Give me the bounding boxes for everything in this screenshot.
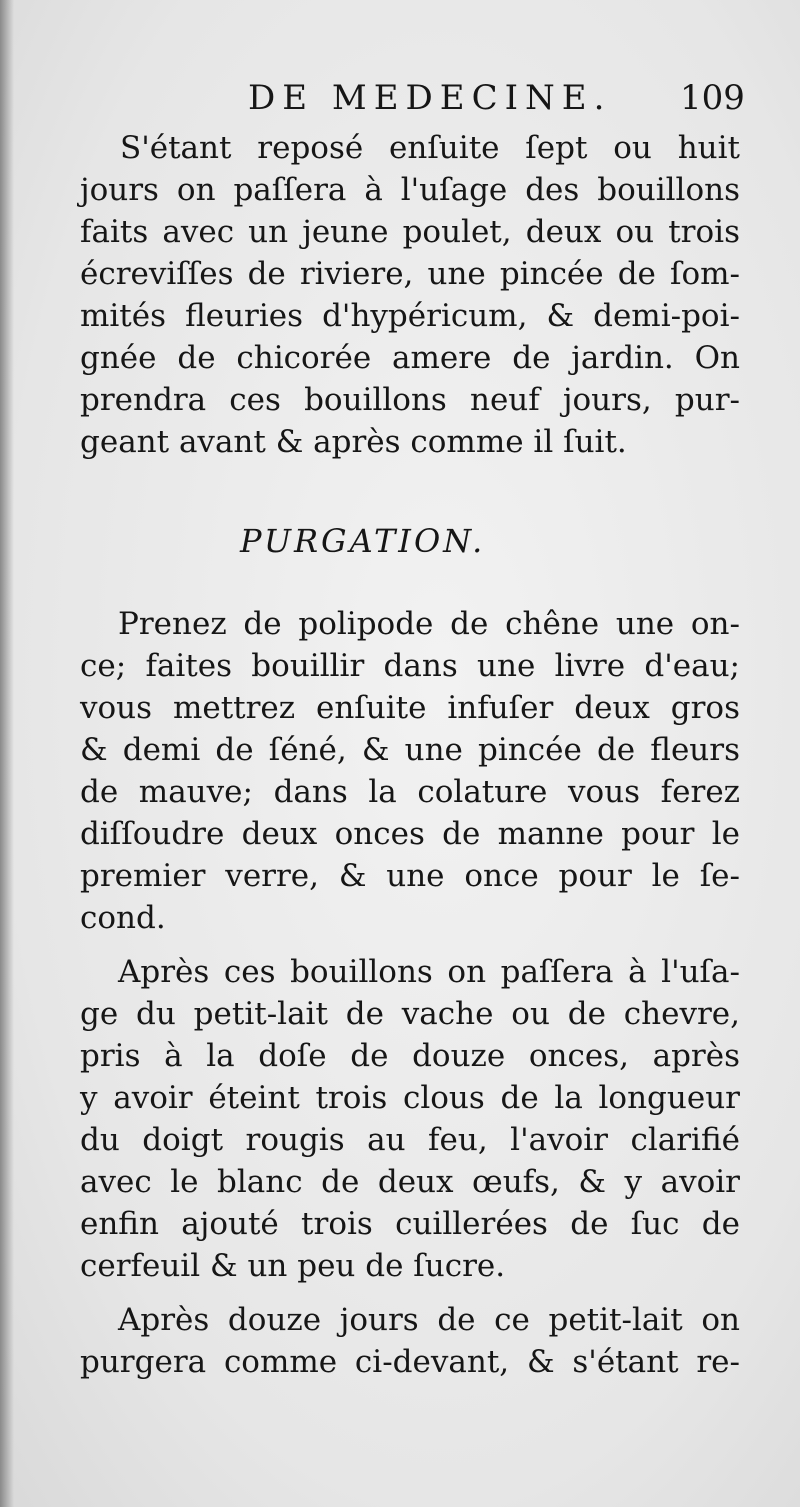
- text-line: S'étant reposé enſuite ſept ou huit: [120, 130, 740, 166]
- text-line: mités fleuries d'hypéricum, & demi-poi-: [80, 298, 740, 334]
- gutter-shadow: [0, 0, 14, 1507]
- page-number: 109: [680, 78, 745, 118]
- text-line: cond.: [80, 900, 166, 936]
- section-heading: PURGATION.: [240, 522, 486, 560]
- text-line: geant avant & après comme il ſuit.: [80, 424, 627, 460]
- text-line: Prenez de polipode de chêne une on-: [118, 606, 740, 642]
- text-line: du doigt rougis au feu, l'avoir clarifié: [80, 1122, 740, 1158]
- text-line: faits avec un jeune poulet, deux ou trois: [80, 214, 740, 250]
- text-line: & demi de ſéné, & une pincée de fleurs: [80, 732, 740, 768]
- text-line: prendra ces bouillons neuf jours, pur-: [80, 382, 740, 418]
- text-line: diſſoudre deux onces de manne pour le: [80, 816, 740, 852]
- text-line: vous mettrez enſuite infuſer deux gros: [80, 690, 740, 726]
- text-line: Après ces bouillons on paſſera à l'uſa-: [118, 954, 740, 990]
- text-line: pris à la doſe de douze onces, après: [80, 1038, 740, 1074]
- text-line: Après douze jours de ce petit-lait on: [118, 1302, 740, 1338]
- text-line: ge du petit-lait de vache ou de chevre,: [80, 996, 740, 1032]
- text-line: purgera comme ci-devant, & s'étant re-: [80, 1344, 740, 1380]
- running-title: DE MEDECINE.: [248, 78, 612, 118]
- text-line: jours on paſſera à l'uſage des bouillons: [80, 172, 740, 208]
- text-line: ce; faites bouillir dans une livre d'eau;: [80, 648, 740, 684]
- text-line: y avoir éteint trois clous de la longueur: [80, 1080, 740, 1116]
- text-line: écreviſſes de riviere, une pincée de ſom-: [80, 256, 740, 292]
- text-line: de mauve; dans la colature vous ferez: [80, 774, 740, 810]
- text-line: cerfeuil & un peu de ſucre.: [80, 1248, 506, 1284]
- text-line: enfin ajouté trois cuillerées de ſuc de: [80, 1206, 740, 1242]
- text-line: avec le blanc de deux œufs, & y avoir: [80, 1164, 740, 1200]
- text-line: gnée de chicorée amere de jardin. On: [80, 340, 740, 376]
- text-line: premier verre, & une once pour le ſe-: [80, 858, 740, 894]
